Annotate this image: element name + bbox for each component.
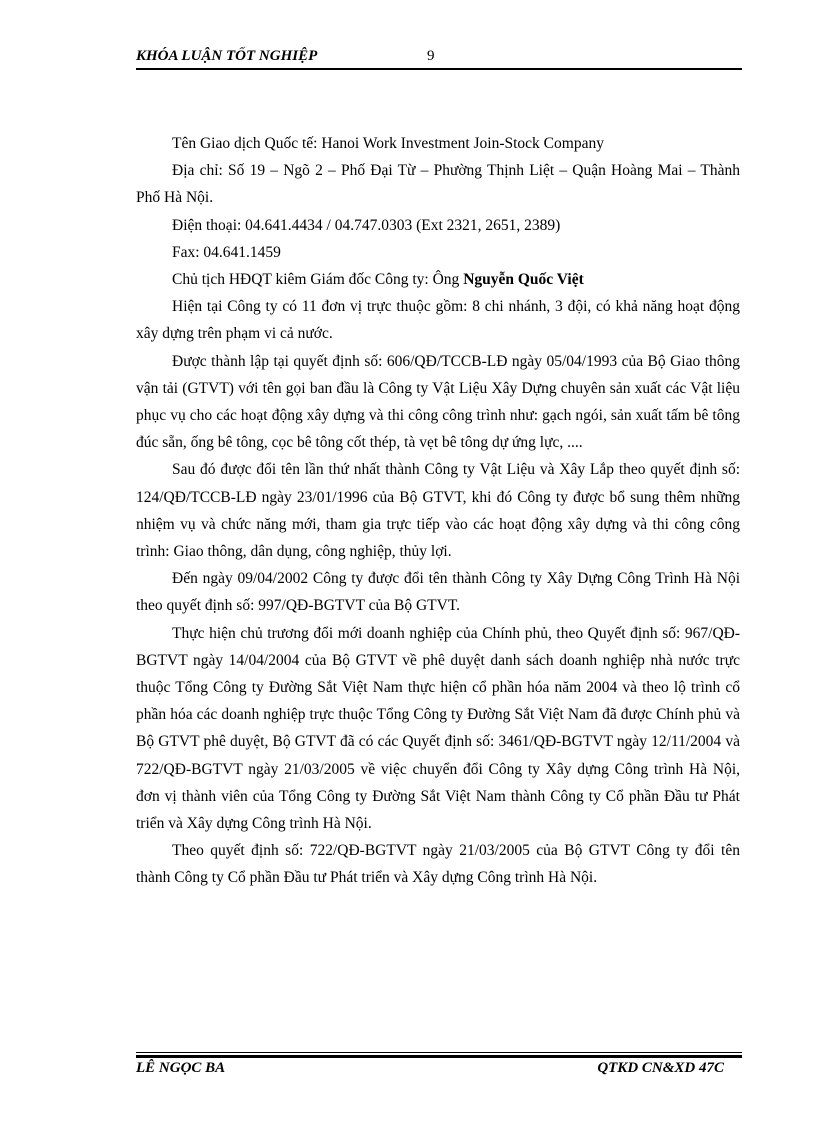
page-number: 9 — [427, 48, 435, 64]
paragraph-trade-name: Tên Giao dịch Quốc tế: Hanoi Work Investment Join-Stock Company — [172, 135, 604, 152]
footer-rule-thick — [136, 1055, 742, 1058]
paragraph-units: Hiện tại Công ty có 11 đơn vị trực thuộc gồm: 8 chi nhánh, 3 đội, có khả năng hoạt động xây dựng trên phạm vi cả nước. — [136, 298, 740, 343]
footer-class: QTKD CN&XD 47C — [597, 1060, 724, 1076]
header-title: KHÓA LUẬN TỐT NGHIỆP — [136, 48, 318, 64]
paragraph-fax: Fax: 04.641.1459 — [172, 243, 281, 261]
document-body — [136, 130, 740, 892]
paragraph-chairman — [136, 266, 740, 293]
paragraph-phone: Điện thoại: 04.641.4434 / 04.747.0303 (Ext 2321, 2651, 2389) — [172, 216, 561, 234]
paragraph-founding: Được thành lập tại quyết định số: 606/QĐ/TCCB-LĐ ngày 05/04/1993 của Bộ Giao thông vận tải (GTVT) với tên gọi ban đầu là Công ty Vật Liệu Xây Dựng chuyên sản xuất các Vật liệu phục vụ cho các hoạt động xây dựng và thi công công trình như: gạch ngói, sản xuất tấm bê tông đúc sẵn, ống bê tông, cọc bê tông cốt thép, tà vẹt bê tông dự ứng lực, .... — [136, 352, 740, 452]
paragraph-rename-1: Sau đó được đổi tên lần thứ nhất thành Công ty Vật Liệu và Xây Lắp theo quyết định số: 124/QĐ/TCCB-LĐ ngày 23/01/1996 của Bộ GTVT, khi đó Công ty được bổ sung thêm những nhiệm vụ và chức năng mới, tham gia trực tiếp vào các hoạt động xây dựng và thi công công trình: Giao thông, dân dụng, công nghiệp, thủy lợi. — [136, 461, 740, 561]
chairman-label: Chủ tịch HĐQT kiêm Giám đốc Công ty: Ông — [172, 271, 464, 289]
page-header — [136, 48, 742, 68]
paragraph-equitization: Thực hiện chủ trương đổi mới doanh nghiệp của Chính phủ, theo Quyết định số: 967/QĐ-BGTVT ngày 14/04/2004 của Bộ GTVT về phê duyệt danh sách doanh nghiệp nhà nước trực thuộc Tổng Công ty Đường Sắt Việt Nam thực hiện cổ phần hóa năm 2004 và theo lộ trình cổ phần hóa các doanh nghiệp trực thuộc Tổng Công ty Đường Sắt Việt Nam đã được Chính phủ và Bộ GTVT phê duyệt, Bộ GTVT đã có các Quyết định số: 3461/QĐ-BGTVT ngày 12/11/2004 và 722/QĐ-BGTVT ngày 21/03/2005 về việc chuyển đổi Công ty Xây dựng Công trình Hà Nội, đơn vị thành viên của Tổng Công ty Đường Sắt Việt Nam thành Công ty Cổ phần Đầu tư Phát triển và Xây dựng Công trình Hà Nội. — [136, 624, 740, 833]
footer-rule-thin — [136, 1052, 742, 1053]
header-rule — [136, 68, 742, 70]
chairman-name: Nguyễn Quốc Việt — [463, 271, 584, 289]
paragraph-address: Địa chỉ: Số 19 – Ngõ 2 – Phố Đại Từ – Phường Thịnh Liệt – Quận Hoàng Mai – Thành Phố Hà Nội. — [136, 162, 740, 207]
footer-author: LÊ NGỌC BA — [136, 1060, 226, 1076]
paragraph-rename-2: Đến ngày 09/04/2002 Công ty được đổi tên thành Công ty Xây Dựng Công Trình Hà Nội theo quyết định số: 997/QĐ-BGTVT của Bộ GTVT. — [136, 570, 740, 615]
paragraph-rename-3: Theo quyết định số: 722/QĐ-BGTVT ngày 21/03/2005 của Bộ GTVT Công ty đổi tên thành Công ty Cổ phần Đầu tư Phát triển và Xây dựng Công trình Hà Nội. — [136, 842, 740, 887]
